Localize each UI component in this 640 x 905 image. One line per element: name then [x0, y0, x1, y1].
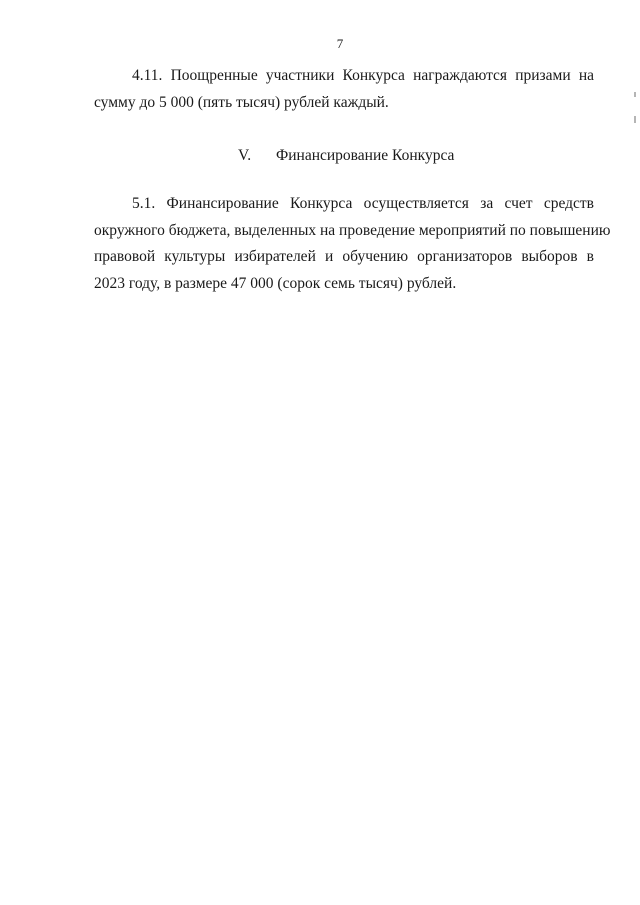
clause-5-1-line-3: правовой культуры избирателей и обучению организаторов выборов в — [94, 248, 594, 265]
section-title: Финансирование Конкурса — [276, 147, 455, 164]
clause-5-1-line-1: 5.1. Финансирование Конкурса осуществляется за счет средств — [132, 195, 594, 212]
page-number: 7 — [336, 36, 344, 51]
clause-4-11-line-1: 4.11. Поощренные участники Конкурса награждаются призами на — [132, 67, 594, 84]
clause-4-11-line-2: сумму до 5 000 (пять тысяч) рублей каждый. — [94, 93, 389, 111]
clause-5-1-line-4: 2023 году, в размере 47 000 (сорок семь тысяч) рублей. — [94, 274, 457, 292]
scan-edge-mark — [634, 92, 636, 97]
scan-edge-mark — [634, 116, 636, 123]
clause-4-11-paragraph — [94, 63, 594, 116]
clause-5-1-line-2: окружного бюджета, выделенных на проведение мероприятий по повышению — [94, 221, 611, 239]
clause-5-1-paragraph — [94, 191, 611, 297]
section-number: V. — [238, 147, 252, 164]
